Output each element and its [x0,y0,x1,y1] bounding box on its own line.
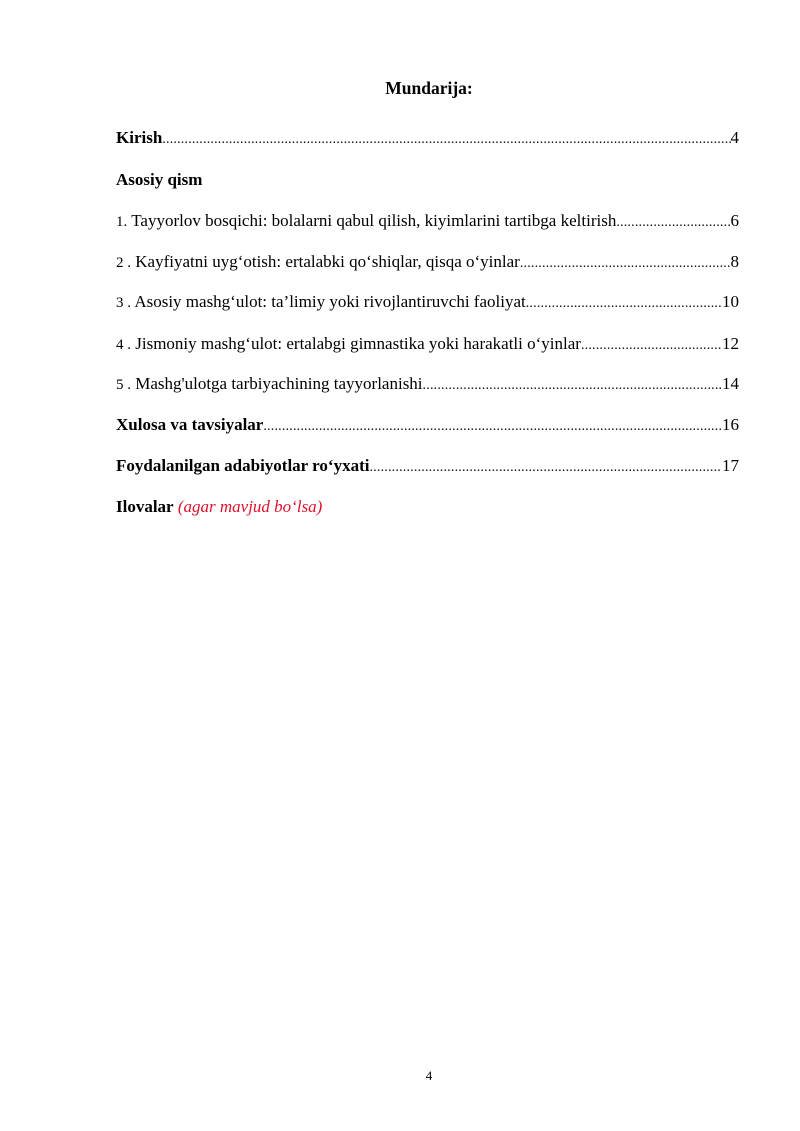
toc-title: Mundarija: [385,78,473,98]
dot-leader [520,253,731,275]
toc-entry-appendix [116,496,322,518]
appendix-note: (agar mavjud bo‘lsa) [177,497,323,516]
toc-entry-number: 5 . [116,377,131,393]
toc-entry-label: Foydalanilgan adabiyotlar ro‘yxati [116,456,370,475]
toc-entry-page: 8 [730,252,739,271]
toc-entry-page: 6 [730,211,739,230]
toc-entry-page: 10 [722,292,739,311]
dot-leader [369,457,722,479]
toc-entry-page: 17 [722,456,739,475]
dot-leader [581,335,722,357]
dot-leader [423,375,722,397]
toc-entry-label: Asosiy mashg‘ulot: ta’limiy yoki rivojlantiruvchi faoliyat [134,292,526,311]
toc-entry-intro [116,127,739,151]
toc-entry-number: 1. [116,214,128,230]
toc-entry-label: Kirish [116,128,163,147]
dot-leader [526,293,722,315]
toc-entry-item-4 [116,333,739,357]
toc-entry-page: 14 [722,374,739,393]
dot-leader [263,416,722,438]
toc-entry-references [116,455,739,479]
toc-entry-number: 3 . [116,295,131,311]
dot-leader [616,212,730,234]
toc-entry-number: 2 . [116,255,131,271]
toc-entry-number: 4 . [116,337,131,353]
page-number: 4 [425,1068,433,1083]
toc-entry-label: Mashg'ulotga tarbiyachining tayyorlanishi [135,374,423,393]
toc-entry-label: Kayfiyatni uyg‘otish: ertalabki qo‘shiqlar, qisqa o‘yinlar [135,252,520,271]
toc-entry-label: Xulosa va tavsiyalar [116,415,264,434]
toc-entry-label: Tayyorlov bosqichi: bolalarni qabul qilish, kiyimlarini tartibga keltirish [131,211,617,230]
toc-entry-item-3 [116,291,739,315]
toc-entry-label: Jismoniy mashg‘ulot: ertalabgi gimnastika yoki harakatli o‘yinlar [135,334,581,353]
toc-entry-item-2 [116,251,739,275]
toc-entry-conclusion [116,414,739,438]
appendix-label: Ilovalar [116,497,174,516]
dot-leader [162,129,730,151]
toc-entry-page: 4 [730,128,739,147]
toc-entry-page: 16 [722,415,739,434]
toc-entry-page: 12 [722,334,739,353]
toc-entry-item-1 [116,210,739,234]
section-heading-main: Asosiy qism [116,170,203,189]
toc-entry-item-5 [116,373,739,397]
